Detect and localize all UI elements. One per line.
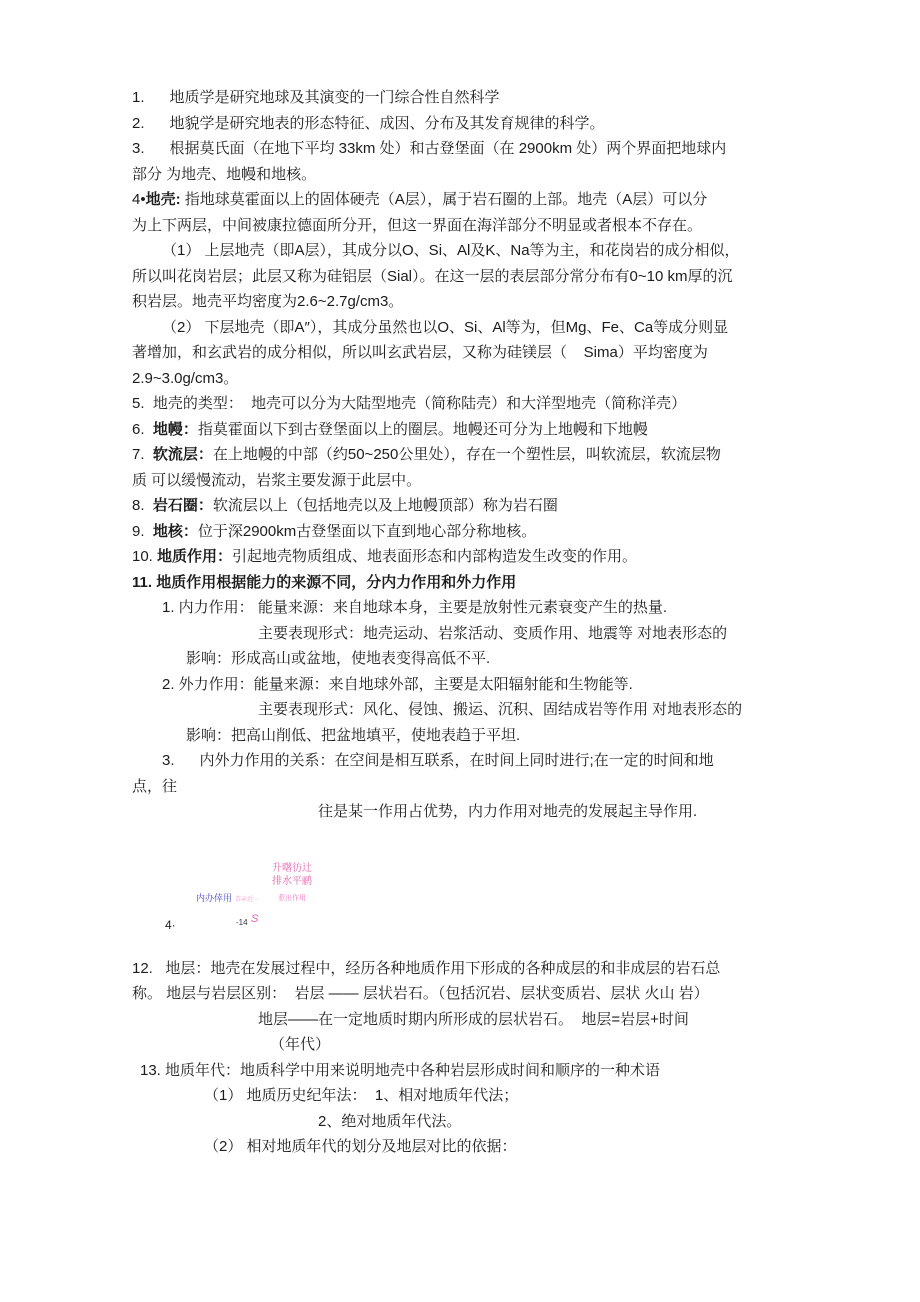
doc-line [132, 315, 794, 341]
inline-figure [132, 825, 794, 956]
doc-line [132, 1032, 794, 1058]
doc-line [132, 1109, 794, 1135]
doc-line [132, 544, 794, 570]
doc-text: 9. [132, 522, 153, 540]
doc-line [132, 748, 794, 774]
doc-text: 积岩层。地壳平均密度为2.6~2.7g/cm3。 [132, 293, 404, 310]
doc-line [132, 136, 794, 162]
doc-text: （2） 相对地质年代的划分及地层对比的依据： [204, 1138, 517, 1155]
doc-line [132, 1007, 794, 1033]
doc-line [132, 1083, 794, 1109]
doc-text: 影响：形成高山或盆地，使地表变得高低不平. [186, 650, 491, 667]
doc-line [132, 570, 794, 596]
doc-line [132, 442, 794, 468]
doc-text: 1. 内力作用： 能量来源：来自地球本身，主要是放射性元素衰变产生的热量. [162, 599, 668, 616]
doc-text: 10. [132, 548, 158, 565]
figure-annotation: S [251, 912, 259, 925]
doc-line [132, 774, 794, 800]
doc-line [132, 646, 794, 672]
doc-text: 指地球莫霍面以上的固体硬壳（A层），属于岩石圈的上部。地壳（A层）可以分 [180, 191, 708, 208]
doc-text: （2） 下层地壳（即A″），其成分虽然也以O、Si、Al等为，但Mg、Fe、Ca等成分则显 [162, 318, 729, 336]
doc-text: （1） 上层地壳（即A层），其成分以O、Si、Al及K、Na等为主，和花岗岩的成分相似， [162, 242, 740, 259]
doc-text-bold: 软流层： [152, 446, 213, 463]
doc-text: 2.9~3.0g/cm3。 [132, 369, 239, 387]
doc-text: 1. 地质学是研究地球及其演变的一门综合性自然科学 [132, 89, 500, 106]
doc-text: （年代） [270, 1036, 331, 1053]
doc-line [132, 238, 794, 264]
doc-line [132, 493, 794, 519]
doc-line [132, 595, 794, 621]
doc-text: 部分 为地壳、地幔和地核。 [132, 165, 317, 183]
figure-annotation: 恭亲近⋯ [235, 896, 260, 903]
doc-text: 2. 地貌学是研究地表的形态特征、成因、分布及其发育规律的科学。 [132, 114, 605, 132]
doc-line [132, 981, 794, 1007]
figure-annotation: 4· [165, 917, 176, 932]
doc-line [132, 85, 794, 111]
doc-text: 4• [132, 191, 146, 208]
doc-line [132, 366, 794, 392]
doc-text: 12. 地层：地壳在发展过程中，经历各种地质作用下形成的各种成层的和非成层的岩石总 [132, 959, 721, 977]
doc-line [132, 391, 794, 417]
doc-text-bold: 11. 地质作用根据能力的来源不同，分内力作用和外力作用 [132, 573, 517, 591]
doc-text: 5. 地壳的类型： 地壳可以分为大陆型地壳（简称陆壳）和大洋型地壳（简称洋壳） [132, 395, 687, 412]
figure-annotation: 惹出作用 [278, 894, 306, 902]
doc-text-bold: 地壳: [145, 191, 181, 208]
doc-text: 为上下两层，中间被康拉德面所分开，但这一界面在海洋部分不明显或者根本不存在。 [132, 216, 703, 234]
doc-text: 3. 内外力作用的关系：在空间是相互联系，在时间上同时进行;在一定的时间和地 [162, 752, 714, 769]
doc-line [132, 519, 794, 545]
doc-line [132, 162, 794, 188]
doc-line [132, 111, 794, 137]
doc-text: 指莫霍面以下到古登堡面以上的圈层。地幔还可分为上地幔和下地幔 [197, 420, 648, 438]
doc-line [132, 621, 794, 647]
doc-text: 7. [132, 446, 153, 463]
doc-text: 著增加，和玄武岩的成分相似，所以叫玄武岩层，又称为硅镁层（ Sima）平均密度为 [132, 344, 708, 361]
doc-line [132, 1058, 794, 1084]
doc-text: 引起地壳物质组成、地表面形态和内部构造发生改变的作用。 [232, 548, 638, 565]
doc-text-bold: 地核： [152, 522, 198, 540]
doc-text: 点，往 [132, 777, 178, 795]
doc-text: 所以叫花岗岩层；此层又称为硅铝层（Sial）。在这一层的表层部分常分布有0~10 km厚的沉 [132, 267, 733, 285]
doc-text: 主要表现形式：风化、侵蚀、搬运、沉积、固结成岩等作用 对地表形态的 [258, 701, 743, 718]
doc-text: 2、绝对地质年代法。 [318, 1112, 462, 1130]
doc-text: 在上地幔的中部（约50~250公里处），存在一个塑性层，叫软流层，软流层物 [212, 446, 721, 463]
doc-text: 称。 地层与岩层区别： 岩层 —— 层状岩石。（包括沉岩、层状变质岩、层状 火山 岩） [132, 985, 709, 1002]
doc-line [132, 1134, 794, 1160]
figure-annotation: 内办倖用 [196, 892, 233, 903]
doc-text: 主要表现形式：地壳运动、岩浆活动、变质作用、地震等 对地表形态的 [258, 624, 728, 642]
doc-text: 8. [132, 497, 153, 514]
doc-text: 地层——在一定地质时期内所形成的层状岩石。 地层=岩层+时间 [258, 1010, 689, 1028]
figure-annotation: 排水平鹂 [272, 875, 312, 887]
doc-line [132, 213, 794, 239]
figure-annotation: -14 [236, 917, 248, 927]
doc-text: 13. 地质年代：地质科学中用来说明地壳中各种岩层形成时间和顺序的一种术语 [140, 1061, 661, 1079]
doc-line [132, 723, 794, 749]
doc-text-bold: 地质作用： [157, 548, 233, 565]
doc-text: 2. 外力作用：能量来源：来自地球外部，主要是太阳辐射能和生物能等. [162, 675, 633, 693]
doc-line [132, 697, 794, 723]
doc-text: 软流层以上（包括地壳以及上地幔顶部）称为岩石圈 [212, 497, 558, 514]
doc-text: 位于深2900km古登堡面以下直到地心部分称地核。 [197, 522, 537, 540]
doc-text: 3. 根据莫氏面（在地下平均 33km 处）和古登堡面（在 2900km 处）两个界面把地球内 [132, 140, 727, 157]
doc-line [132, 187, 794, 213]
figure-annotation: 升曙彷辻 [272, 862, 312, 874]
document-body [132, 85, 794, 1160]
doc-line [132, 956, 794, 982]
doc-line [132, 417, 794, 443]
doc-line [132, 264, 794, 290]
doc-text: 影响：把高山削低、把盆地填平，使地表趋于平坦. [186, 726, 521, 744]
doc-line [132, 468, 794, 494]
doc-text-bold: 地幔： [152, 420, 198, 438]
doc-line [132, 340, 794, 366]
doc-text-bold: 岩石圈： [152, 497, 213, 514]
doc-text: 质 可以缓慢流动，岩浆主要发源于此层中。 [132, 471, 422, 489]
doc-line [132, 289, 794, 315]
doc-line [132, 672, 794, 698]
doc-text: （1） 地质历史纪年法： 1、相对地质年代法； [204, 1087, 519, 1104]
doc-line [132, 799, 794, 825]
doc-text: 6. [132, 420, 153, 438]
doc-text: 往是某一作用占优势，内力作用对地壳的发展起主导作用. [318, 803, 698, 820]
